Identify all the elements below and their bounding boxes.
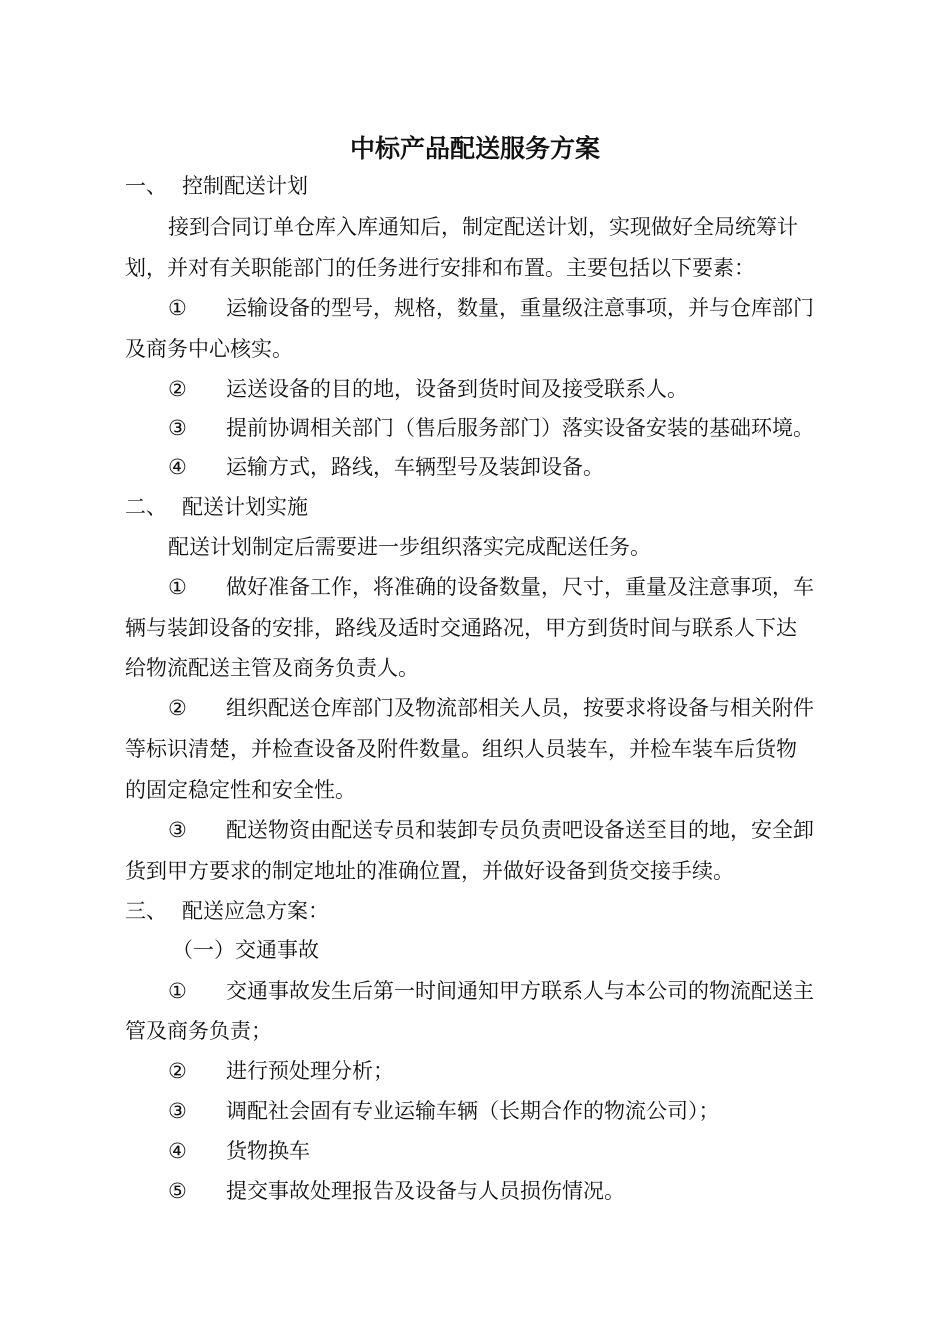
item-text: 货物换车	[226, 1139, 310, 1163]
item-text: 及商务中心核实。	[125, 337, 293, 361]
item-marker: ①	[168, 575, 187, 599]
item-text: 辆与装卸设备的安排，路线及适时交通路况，甲方到货时间与联系人下达	[125, 616, 797, 640]
section-heading-text: 配送应急方案：	[182, 899, 329, 923]
item-text: 运输设备的型号，规格，数量，重量级注意事项，并与仓库部门	[226, 296, 814, 320]
item-marker: ③	[168, 1099, 187, 1123]
item-text: 的固定稳定性和安全性。	[125, 778, 356, 802]
section-number: 一、	[125, 174, 167, 198]
item-text: 交通事故发生后第一时间通知甲方联系人与本公司的物流配送主	[226, 979, 814, 1003]
section-heading-text: 配送计划实施	[182, 495, 308, 519]
paragraph-text: 划，并对有关职能部门的任务进行安排和布置。主要包括以下要素：	[125, 256, 755, 280]
item-text: 配送物资由配送专员和装卸专员负责吧设备送至目的地，安全卸	[226, 818, 814, 842]
paragraph-text: 接到合同订单仓库入库通知后，制定配送计划，实现做好全局统筹计	[168, 215, 798, 239]
item-text: 等标识清楚，并检查设备及附件数量。组织人员装车，并检车装车后货物	[125, 737, 797, 761]
item-text: 组织配送仓库部门及物流部相关人员，按要求将设备与相关附件	[226, 696, 814, 720]
item-text: 提交事故处理报告及设备与人员损伤情况。	[226, 1179, 625, 1203]
item-marker: ②	[168, 377, 187, 401]
item-text: 给物流配送主管及商务负责人。	[125, 656, 419, 680]
section-number: 二、	[125, 495, 167, 519]
item-marker: ④	[168, 455, 187, 479]
item-marker: ②	[168, 1059, 187, 1083]
subsection-heading-text: （一）交通事故	[172, 938, 319, 962]
item-marker: ③	[168, 416, 187, 440]
section-heading-text: 控制配送计划	[182, 174, 308, 198]
item-marker: ④	[168, 1139, 187, 1163]
item-marker: ③	[168, 818, 187, 842]
document-title: 中标产品配送服务方案	[349, 134, 600, 163]
item-marker: ①	[168, 296, 187, 320]
item-text: 运输方式，路线，车辆型号及装卸设备。	[226, 455, 604, 479]
item-text: 调配社会固有专业运输车辆（长期合作的物流公司）；	[226, 1099, 720, 1123]
item-text: 管及商务负责；	[125, 1019, 272, 1043]
item-text: 运送设备的目的地，设备到货时间及接受联系人。	[226, 377, 688, 401]
item-text: 做好准备工作，将准确的设备数量，尺寸，重量及注意事项，车	[226, 575, 814, 599]
item-text: 提前协调相关部门（售后服务部门）落实设备安装的基础环境。	[226, 416, 814, 440]
paragraph-text: 配送计划制定后需要进一步组织落实完成配送任务。	[168, 535, 651, 559]
section-number: 三、	[125, 899, 167, 923]
item-marker: ⑤	[168, 1179, 187, 1203]
item-marker: ①	[168, 979, 187, 1003]
item-text: 进行预处理分析；	[226, 1059, 394, 1083]
item-text: 货到甲方要求的制定地址的准确位置，并做好设备到货交接手续。	[125, 859, 734, 883]
item-marker: ②	[168, 696, 187, 720]
